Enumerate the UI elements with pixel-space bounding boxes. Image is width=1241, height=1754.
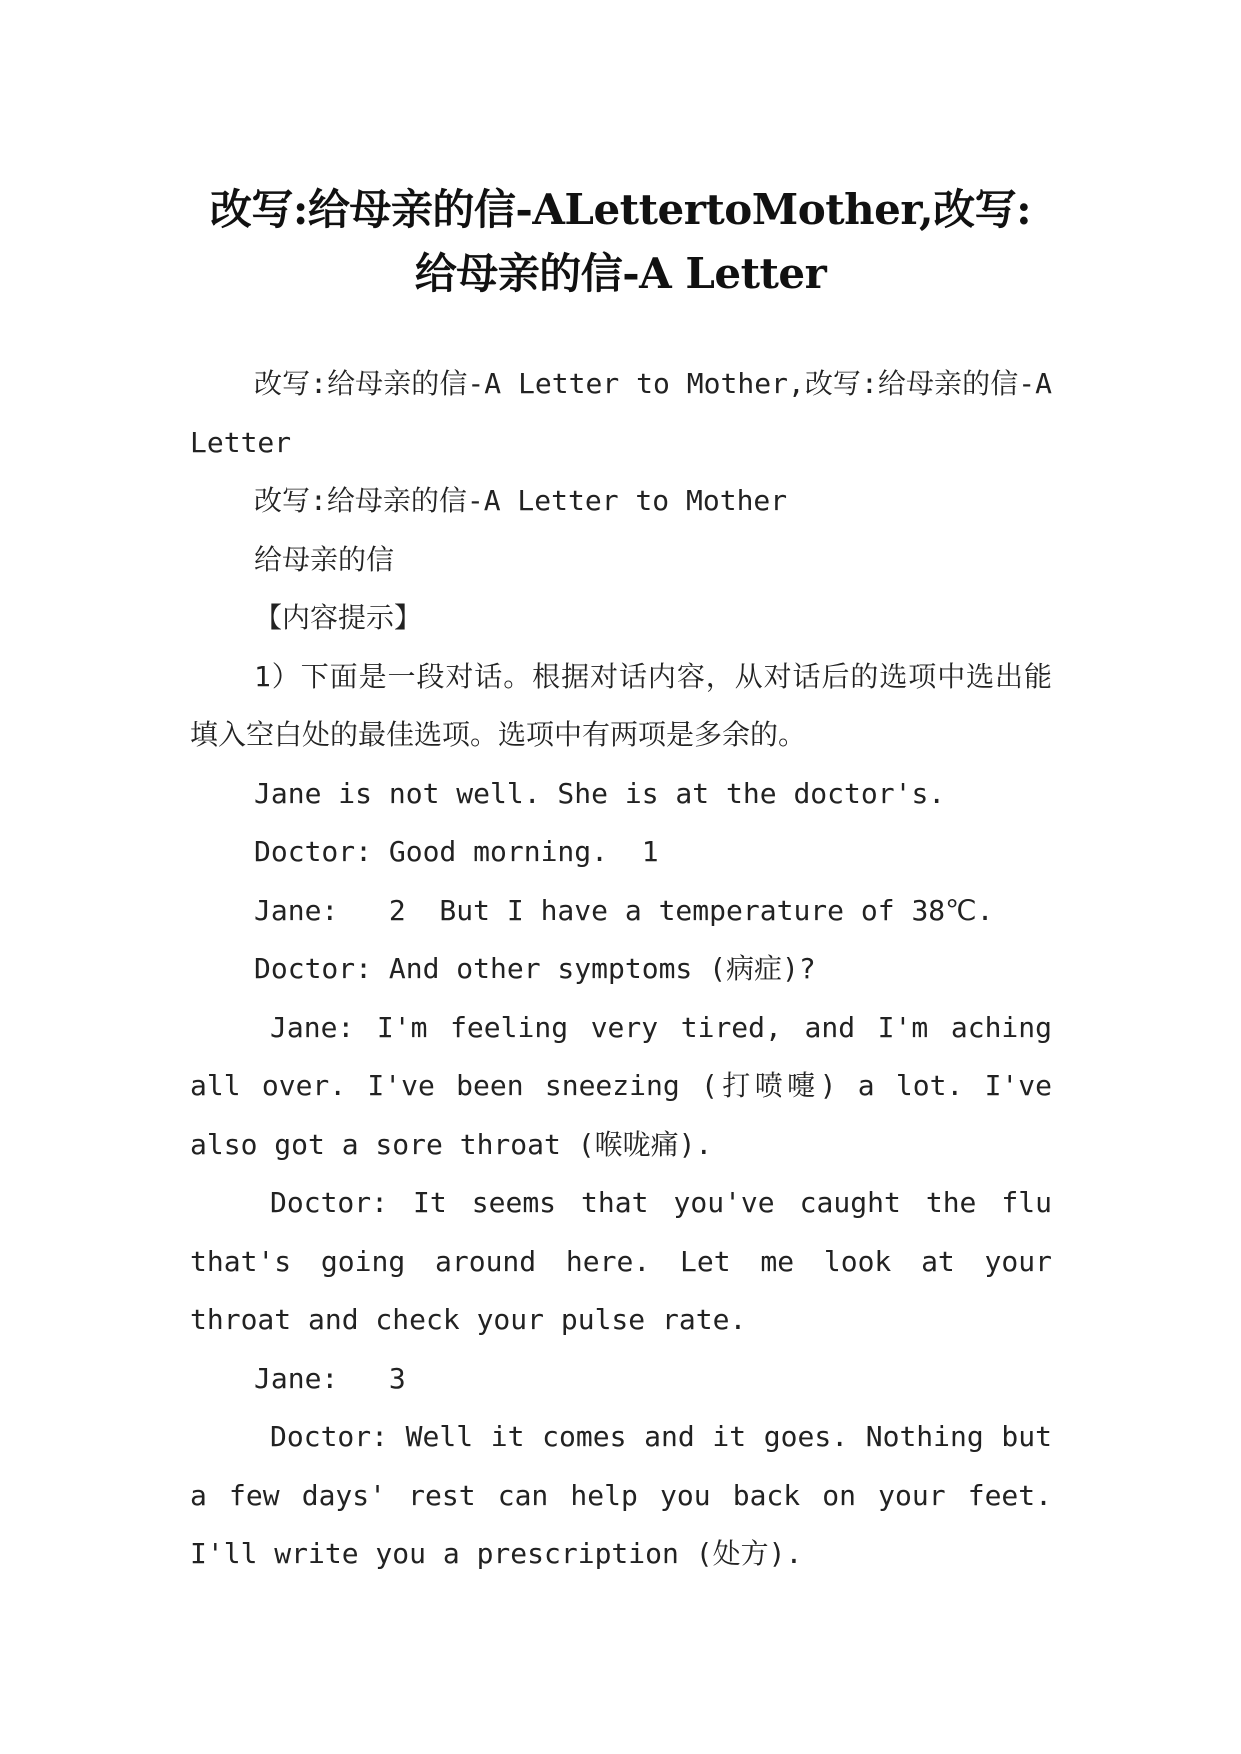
title-line-2: 给母亲的信-A Letter [414, 249, 827, 299]
paragraph-content-hint: 【内容提示】 [254, 601, 423, 634]
dialogue-line: Jane is not well. She is at the doctor's. [254, 776, 946, 810]
document-title [150, 178, 1091, 306]
title-line-1: 改写:给母亲的信-ALettertoMother,改写: [209, 185, 1032, 235]
paragraph-letter-title: 给母亲的信 [254, 542, 395, 576]
paragraph-intro: 改写:给母亲的信-A Letter to Mother,改写:给母亲的信-A Letter [190, 367, 1069, 459]
paragraph-instructions: 1）下面是一段对话。根据对话内容，从对话后的选项中选出能填入空白处的最佳选项。选项中有两项是多余的。 [190, 659, 1052, 751]
dialogue-line: Doctor: Well it comes and it goes. Nothing but a few days' rest can help you back on your feet. I'll write you a prescription (处方). [190, 1420, 1069, 1570]
dialogue-line: Jane: 2 But I have a temperature of 38℃. [254, 893, 994, 927]
dialogue-line: Jane: I'm feeling very tired, and I'm aching all over. I've been sneezing (打喷嚏) a lot. I've also got a sore throat (喉咙痛). [190, 1010, 1069, 1161]
dialogue-line: Doctor: Good morning. 1 [254, 835, 659, 868]
dialogue-line: Doctor: And other symptoms (病症)? [254, 952, 816, 985]
dialogue-line: Doctor: It seems that you've caught the flu that's going around here. Let me look at your throat and check your pulse rate. [190, 1186, 1069, 1336]
document-body [190, 355, 1069, 1584]
dialogue-line: Jane: 3 [254, 1361, 406, 1395]
paragraph-subtitle: 改写:给母亲的信-A Letter to Mother [254, 484, 788, 517]
